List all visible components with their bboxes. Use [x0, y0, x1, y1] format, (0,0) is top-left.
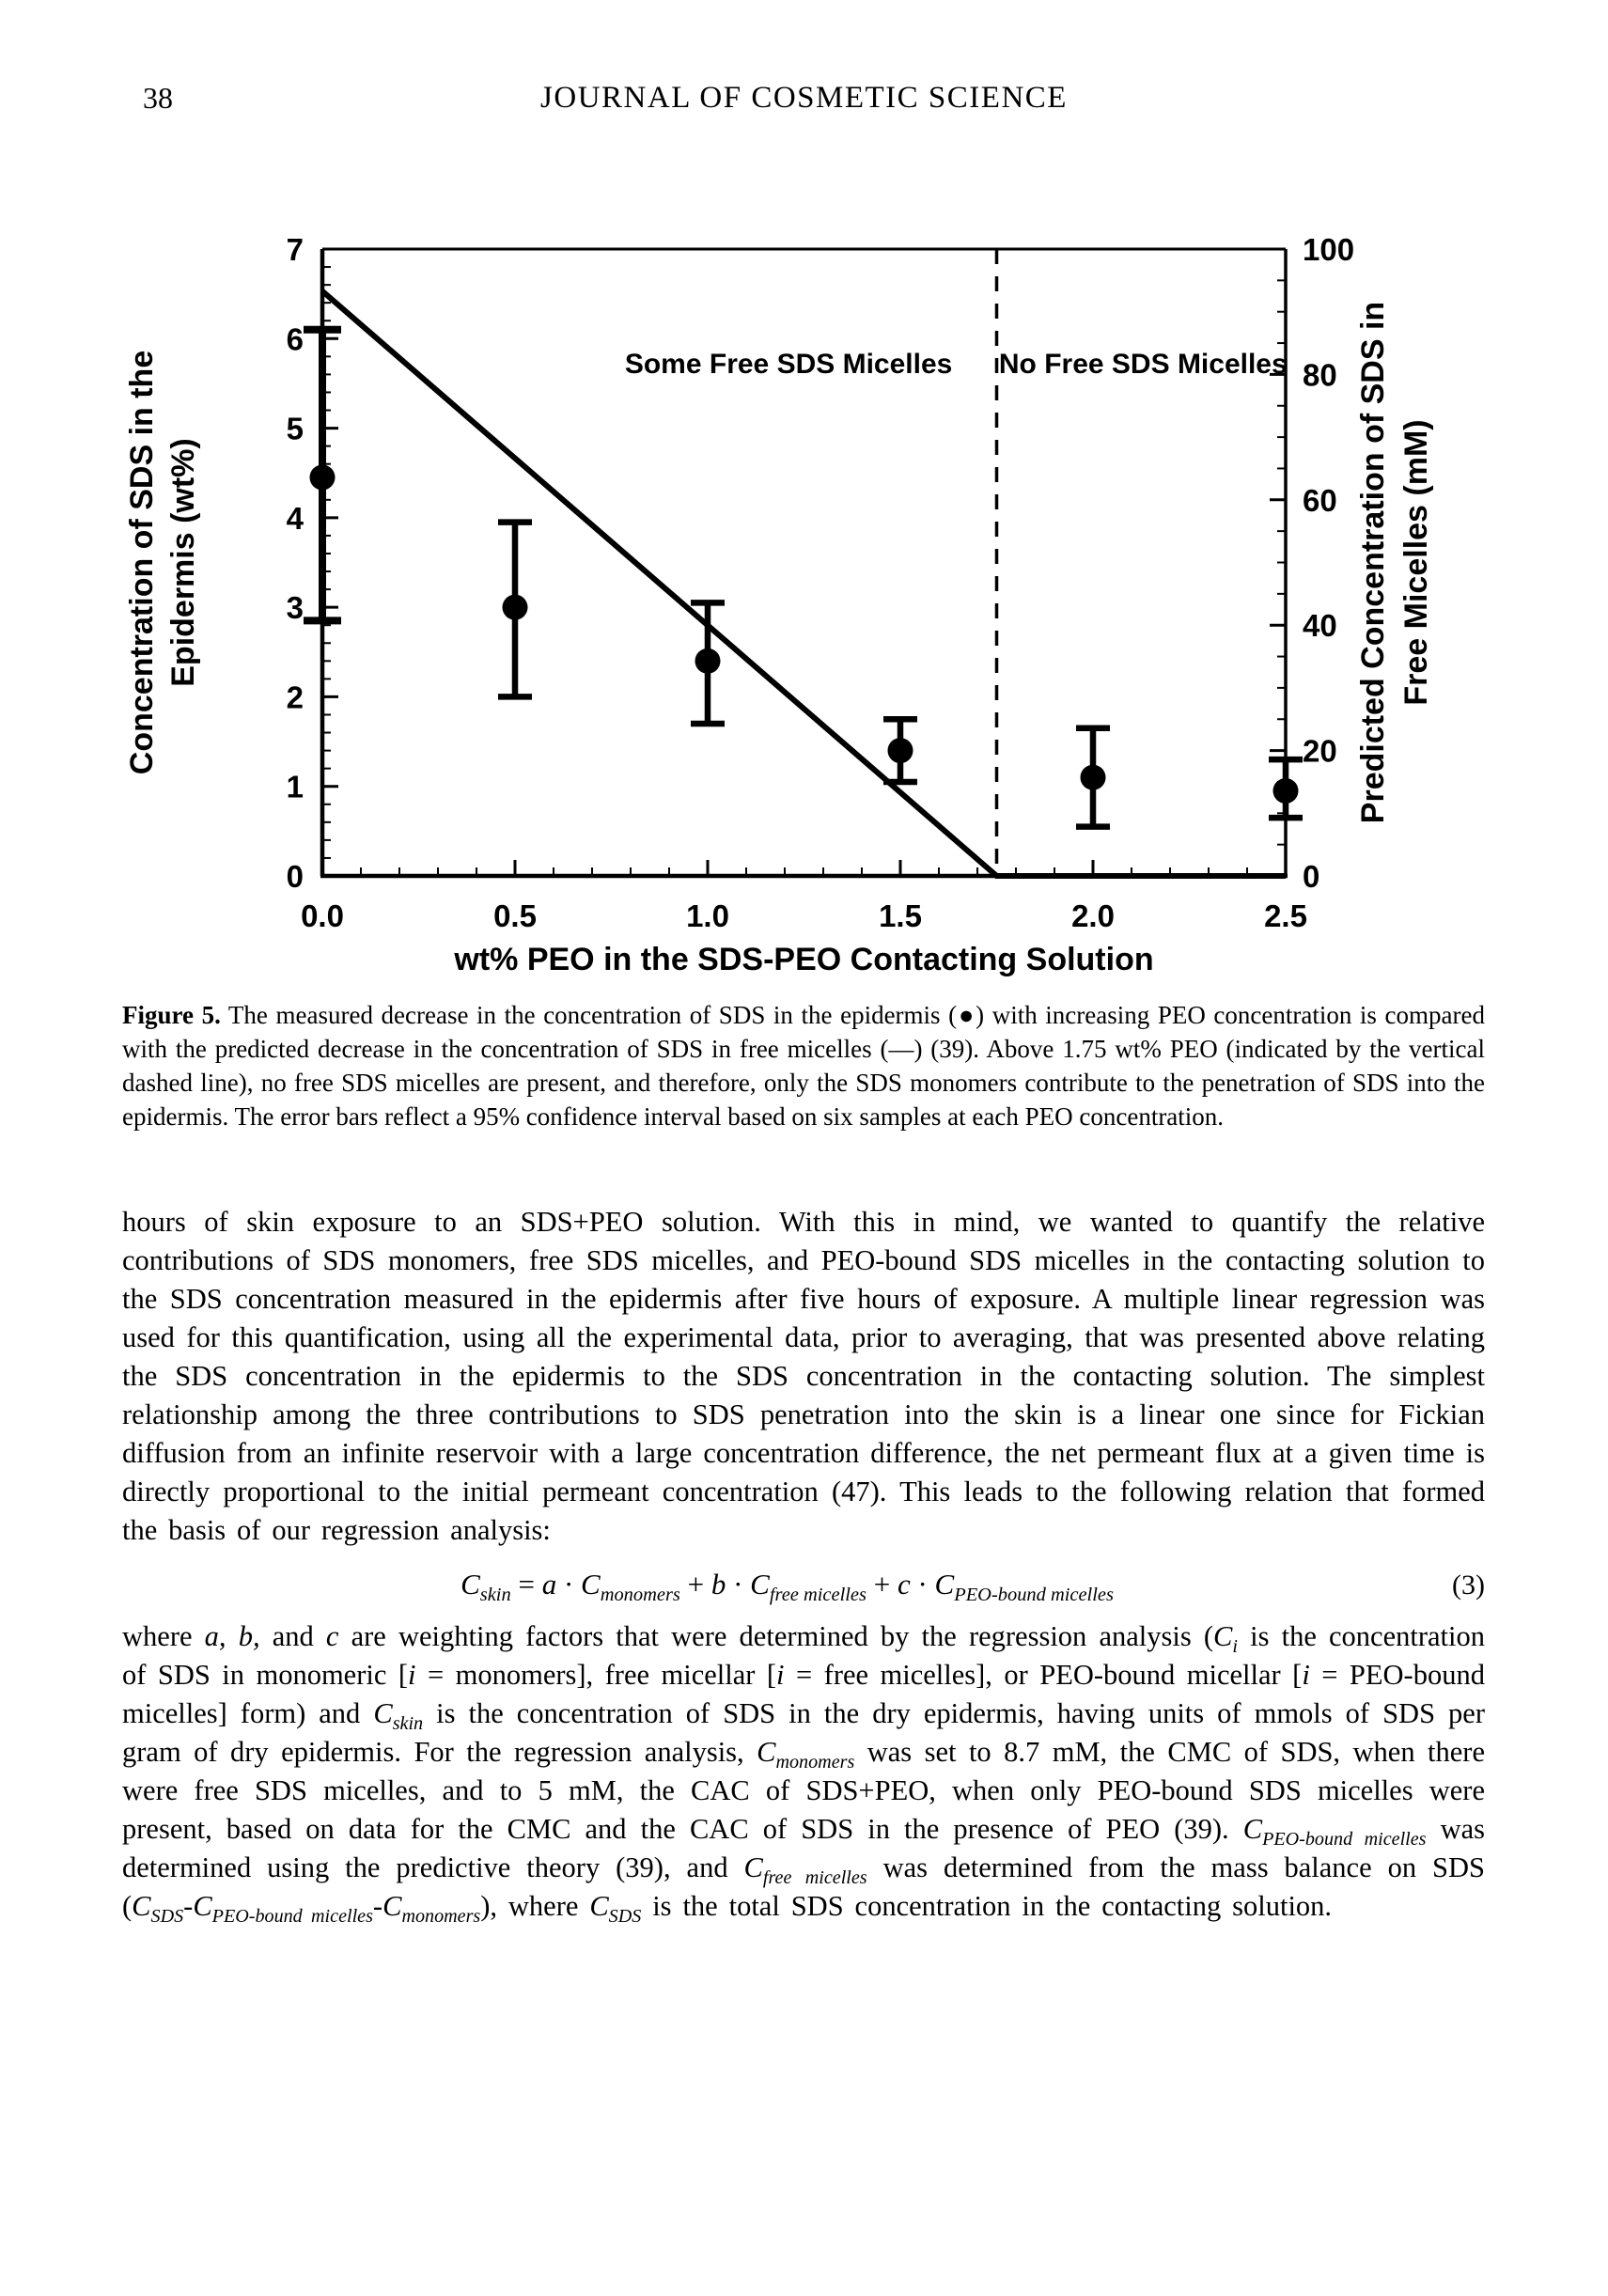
annotation-no-free-micelles: No Free SDS Micelles: [998, 348, 1288, 380]
y-right-tick-label: 60: [1303, 482, 1337, 518]
x-tick-label: 2.5: [1264, 898, 1307, 933]
y-left-tick-label: 3: [286, 590, 304, 626]
equation-3: $C_{skin} = a \cdot C_{monomers} + b \cdot C_{free micelles} + c \cdot C_{PEO-bound micelles}$: [461, 1568, 1114, 1606]
y-left-tick-label: 7: [286, 232, 304, 267]
x-tick-label: 2.0: [1071, 898, 1115, 933]
math-variable: $C_{PEO-bound micelles}$: [934, 1568, 1114, 1606]
y-right-axis-title-line2: Free Micelles (mM): [1398, 419, 1434, 706]
math-variable: $C_{SDS}$: [132, 1890, 184, 1928]
figure-chart: [0, 141, 1608, 977]
y-right-tick-label: 80: [1303, 357, 1337, 393]
x-tick-label: 0.5: [493, 898, 537, 933]
math-variable: $C_i$: [1213, 1620, 1238, 1658]
math-variable: $C_{monomers}$: [382, 1890, 481, 1928]
math-variable: $C_{PEO-bound micelles}$: [1242, 1813, 1427, 1851]
y-right-tick-label: 0: [1303, 859, 1320, 894]
page-header: [0, 81, 1608, 120]
data-point: [503, 595, 528, 620]
math-variable: $C_{monomers}$: [581, 1568, 680, 1606]
math-variable: $C_{skin}$: [461, 1568, 511, 1606]
y-left-tick-label: 4: [286, 500, 304, 536]
equation-3-number: (3): [1452, 1570, 1485, 1601]
data-point: [1081, 765, 1106, 790]
y-left-tick-label: 6: [286, 321, 304, 357]
paragraph-1: hours of skin exposure to an SDS+PEO solution. With this in mind, we wanted to quantify the relative contributions of SDS monomers, free SDS micelles, and PEO-bound SDS micelles in the contacting solution to the SDS concentration measured in the epidermis after five hours of exposure. A multiple linear regression was used for this quantification, using all the experimental data, prior to averaging, that was presented above relating the SDS concentration in the epidermis to the SDS concentration in the contacting solution. The simplest relationship among the three contributions to SDS penetration into the skin is a linear one since for Fickian diffusion from an infinite reservoir with a large concentration difference, the net permeant flux at a given time is directly proportional to the initial permeant concentration (47). This leads to the following relation that formed the basis of our regression analysis:: [122, 1206, 1485, 1546]
journal-title: JOURNAL OF COSMETIC SCIENCE: [540, 81, 1068, 115]
data-point: [1273, 778, 1299, 804]
y-left-tick-label: 1: [286, 769, 304, 804]
y-right-tick-label: 40: [1303, 608, 1337, 644]
annotation-some-free-micelles: Some Free SDS Micelles: [624, 348, 953, 380]
math-variable: $C_{monomers}$: [757, 1736, 855, 1773]
paragraph-2: where a, b, and c are weighting factors that were determined by the regression analysis ($C_i$ is the concentration of SDS in monomeric [i = monomers], free micellar [i = free micelles], or PEO-bound micellar [i = PEO-bound micelles] form) and $C_{skin}$ is the concentration of SDS in the dry epidermis, having units of mmols of SDS per gram of dry epidermis. For the regression analysis, $C_{monomers}$ was set to 8.7 mM, the CMC of SDS, when there were free SDS micelles, and to 5 mM, the CAC of SDS+PEO, when only PEO-bound SDS micelles were present, based on data for the CMC and the CAC of SDS in the presence of PEO (39). $C_{PEO-bound micelles}$ was determined using the predictive theory (39), and $C_{free micelles}$ was determined from the mass balance on SDS $(C_{SDS}-C_{PEO-bound micelles}-C_{monomers})$, where $C_{SDS}$ is the total SDS concentration in the contacting solution.: [122, 1620, 1485, 1928]
figure-5: [0, 141, 1608, 977]
y-left-tick-label: 2: [286, 679, 304, 715]
y-left-axis-title-line2: Epidermis (wt%): [165, 438, 201, 687]
y-right-tick-label: 20: [1303, 733, 1337, 769]
data-point: [310, 464, 336, 490]
math-variable: $C_{SDS}$: [589, 1890, 642, 1928]
x-tick-label: 1.0: [686, 898, 729, 933]
math-variable: $C_{free micelles}$: [743, 1851, 867, 1889]
x-tick-label: 1.5: [879, 898, 922, 933]
data-point: [695, 648, 721, 674]
math-variable: $C_{PEO-bound micelles}$: [193, 1890, 373, 1928]
figure-caption-text: The measured decrease in the concentration of SDS in the epidermis (●) with increasing PEO concentration is compared with the predicted decrease in the concentration of SDS in free micelles (—) (39). Above 1.75 wt% PEO (indicated by the vertical dashed line), no free SDS micelles are present, and therefore, only the SDS monomers contribute to the penetration of SDS into the epidermis. The error bars reflect a 95% confidence interval based on six samples at each PEO concentration.: [122, 1001, 1485, 1131]
page-number: 38: [143, 81, 173, 115]
equation-3-row: [122, 1565, 1485, 1604]
math-variable: $C_{skin}$: [373, 1697, 424, 1735]
y-left-tick-label: 5: [286, 411, 304, 446]
x-axis-title: wt% PEO in the SDS-PEO Contacting Solution: [454, 942, 1154, 977]
y-left-tick-label: 0: [286, 859, 304, 894]
x-tick-label: 0.0: [301, 898, 344, 933]
math-variable: $C_{free micelles}$: [750, 1568, 866, 1606]
y-left-axis-title-line1: Concentration of SDS in the: [124, 350, 160, 775]
data-point: [888, 738, 913, 763]
figure-caption-label: Figure 5.: [122, 1001, 221, 1029]
figure-caption: [122, 998, 1485, 1133]
y-right-tick-label: 100: [1303, 232, 1355, 267]
y-right-axis-title-line1: Predicted Concentration of SDS in: [1355, 301, 1391, 824]
body-text: [122, 1203, 1485, 1926]
